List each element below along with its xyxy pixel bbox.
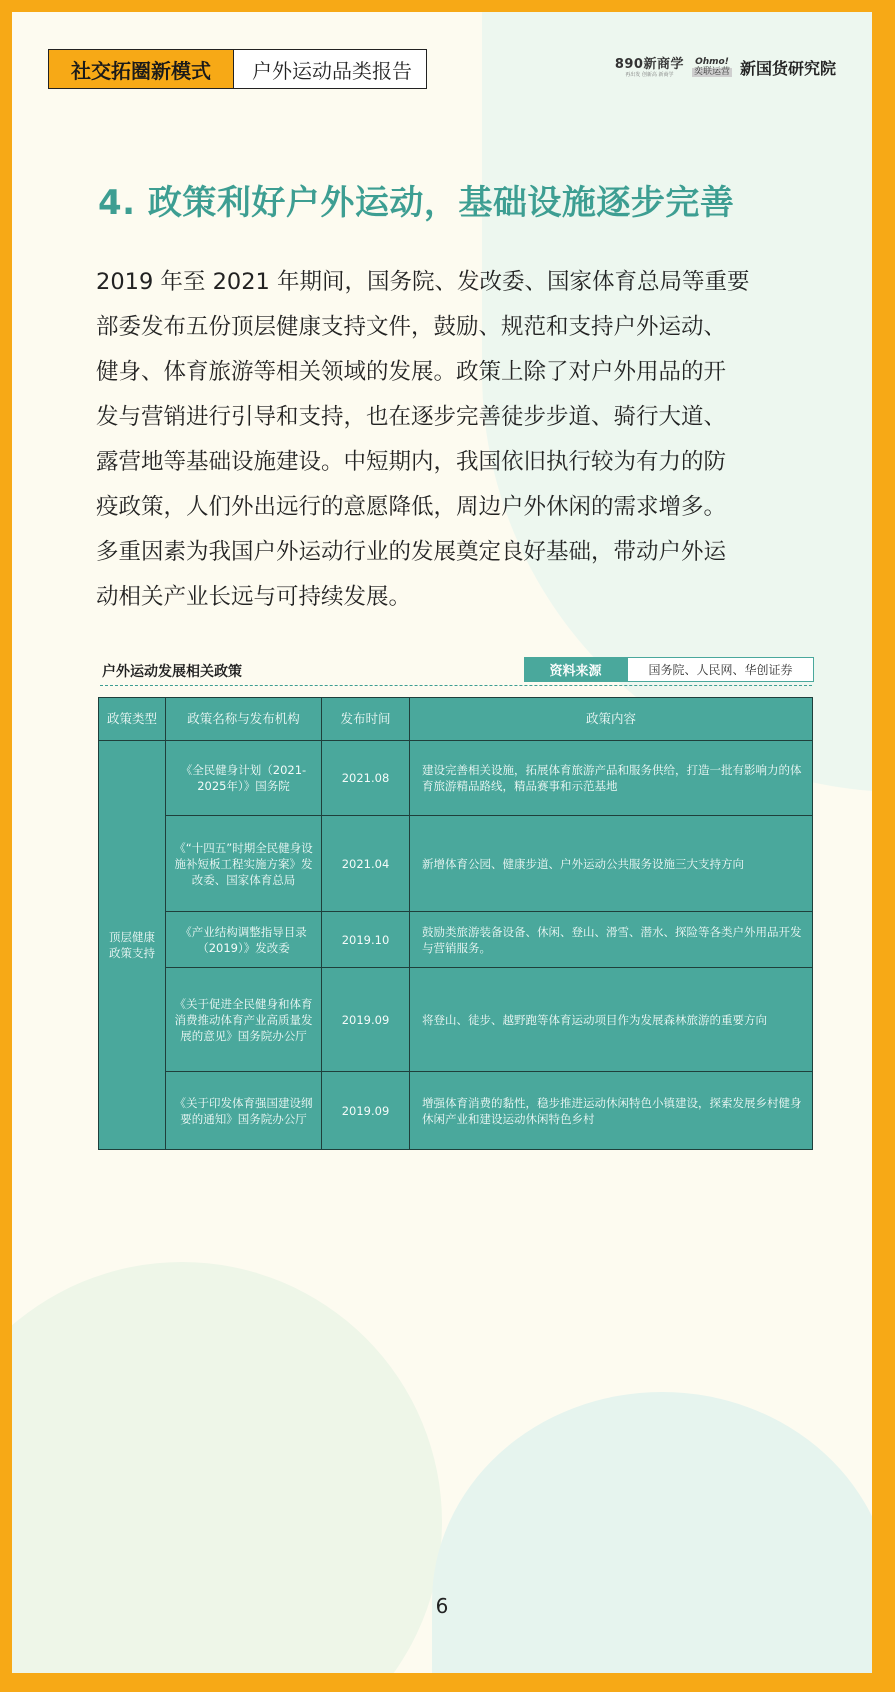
report-page bbox=[12, 12, 872, 1673]
table-title: 户外运动发展相关政策 bbox=[102, 664, 242, 680]
paragraph-line: 部委发布五份顶层健康支持文件，鼓励、规范和支持户外运动、 bbox=[96, 314, 727, 340]
paragraph-line: 多重因素为我国户外运动行业的发展奠定良好基础，带动户外运 bbox=[96, 539, 727, 565]
logo-ohmo-bottom: 奕联运营 bbox=[693, 67, 730, 77]
paragraph-line: 露营地等基础设施建设。中短期内，我国依旧执行较为有力的防 bbox=[96, 449, 727, 475]
column-header: 发布时间 bbox=[322, 698, 410, 741]
source-label: 资料来源 bbox=[524, 657, 627, 682]
policy-table bbox=[98, 697, 813, 1150]
policy-content-cell: 鼓励类旅游装备设备、休闲、登山、滑雪、潜水、探险等各类户外用品开发与营销服务。 bbox=[410, 912, 813, 968]
policy-date-cell: 2019.09 bbox=[322, 968, 410, 1072]
paragraph-line: 2019 年至 2021 年期间，国务院、发改委、国家体育总局等重要 bbox=[96, 269, 750, 295]
policy-date-cell: 2021.08 bbox=[322, 741, 410, 816]
table-row bbox=[99, 912, 813, 968]
paragraph-line: 健身、体育旅游等相关领域的发展。政策上除了对户外用品的开 bbox=[96, 359, 727, 385]
policy-content-cell: 建设完善相关设施，拓展体育旅游产品和服务供给，打造一批有影响力的体育旅游精品路线，精品赛事和示范基地 bbox=[410, 741, 813, 816]
table-row bbox=[99, 816, 813, 912]
series-label: 社交拓圈新模式 bbox=[49, 50, 234, 88]
logo-ohmo-top: Ohmo! bbox=[695, 57, 729, 67]
report-label: 户外运动品类报告 bbox=[252, 58, 412, 83]
table-header-bar bbox=[100, 655, 812, 686]
column-header: 政策内容 bbox=[410, 698, 813, 741]
policy-name-cell: 《“十四五”时期全民健身设施补短板工程实施方案》发改委、国家体育总局 bbox=[166, 816, 322, 912]
policy-date-cell: 2019.09 bbox=[322, 1072, 410, 1150]
logo-890-text: 890新商学 bbox=[614, 56, 684, 72]
table-row bbox=[99, 968, 813, 1072]
policy-name-cell: 《关于印发体育强国建设纲要的通知》国务院办公厅 bbox=[166, 1072, 322, 1150]
paragraph-line: 发与营销进行引导和支持，也在逐步完善徒步步道、骑行大道、 bbox=[96, 404, 727, 430]
logo-890-slogan: 再出发 创新高 新商学 bbox=[625, 71, 674, 78]
table-header-row bbox=[99, 698, 813, 741]
policy-type-cell: 顶层健康政策支持 bbox=[99, 741, 166, 1150]
table-row bbox=[99, 741, 813, 816]
body-paragraph bbox=[96, 260, 796, 620]
logo-institute: 新国货研究院 bbox=[739, 59, 836, 78]
policy-content-cell: 新增体育公园、健康步道、户外运动公共服务设施三大支持方向 bbox=[410, 816, 813, 912]
column-header: 政策名称与发布机构 bbox=[166, 698, 322, 741]
logo-ohmo bbox=[692, 58, 732, 77]
logo-890 bbox=[615, 58, 684, 78]
paragraph-line: 动相关产业长远与可持续发展。 bbox=[96, 584, 412, 610]
paragraph-line: 疫政策，人们外出远行的意愿降低，周边户外休闲的需求增多。 bbox=[96, 494, 727, 520]
policy-name-cell: 《全民健身计划（2021-2025年）》国务院 bbox=[166, 741, 322, 816]
policy-date-cell: 2019.10 bbox=[322, 912, 410, 968]
section-title: 4. 政策利好户外运动，基础设施逐步完善 bbox=[98, 183, 735, 223]
column-header: 政策类型 bbox=[99, 698, 166, 741]
policy-content-cell: 将登山、徒步、越野跑等体育运动项目作为发展森林旅游的重要方向 bbox=[410, 968, 813, 1072]
table-row bbox=[99, 1072, 813, 1150]
policy-name-cell: 《关于促进全民健身和体育消费推动体育产业高质量发展的意见》国务院办公厅 bbox=[166, 968, 322, 1072]
source-value: 国务院、人民网、华创证券 bbox=[627, 657, 814, 682]
policy-date-cell: 2021.04 bbox=[322, 816, 410, 912]
background-shape bbox=[432, 1392, 872, 1673]
logo-group bbox=[615, 56, 836, 79]
report-tag bbox=[48, 49, 427, 89]
policy-content-cell: 增强体育消费的黏性，稳步推进运动休闲特色小镇建设，探索发展乡村健身休闲产业和建设运动休闲特色乡村 bbox=[410, 1072, 813, 1150]
policy-name-cell: 《产业结构调整指导目录（2019）》发改委 bbox=[166, 912, 322, 968]
page-number: 6 bbox=[435, 1594, 449, 1618]
